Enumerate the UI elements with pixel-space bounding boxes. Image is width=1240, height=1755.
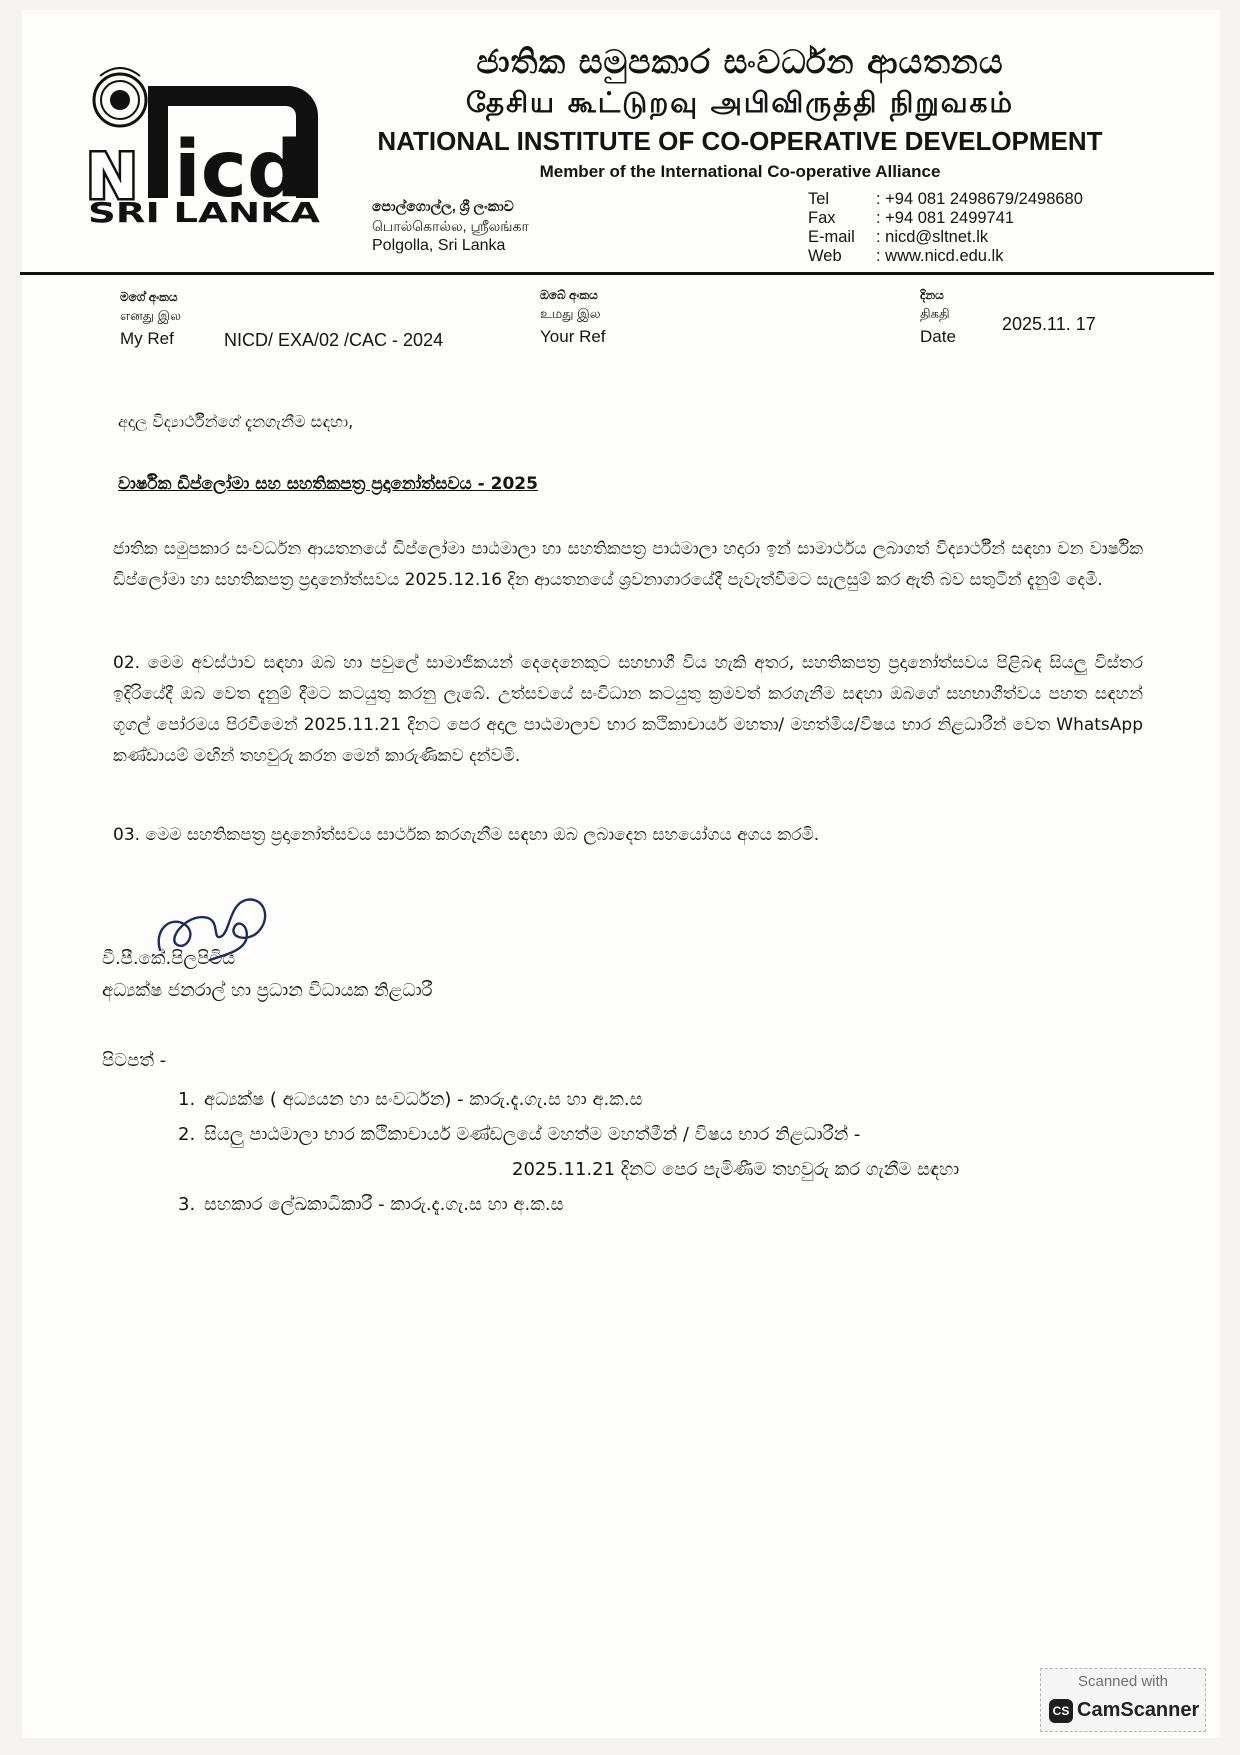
signer-title: අධ්‍යක්ෂ ජනරාල් හා ප්‍රධාන විධායක නිළධාරී	[102, 980, 433, 1001]
institute-name-tamil: தேசிய கூட்டுறவு அபிவிருத்தி நிறுவகம்	[466, 86, 1014, 119]
contact-email	[808, 228, 1083, 247]
list-item-text: සියලු පාඨමාලා භාර කථිකාචාර්ය මණ්ඩලයේ මහත්ම මහත්මීන් / විෂය භාර නිළධාරීන් -	[204, 1124, 861, 1145]
contact-label: Tel	[808, 190, 830, 208]
list-item	[178, 1082, 1098, 1117]
letter-subject: වාර්ෂික ඩිප්ලෝමා සහ සහතිකපත්‍ර ප්‍රදානෝත්සවය - 2025	[118, 474, 538, 494]
date-label-ta: திகதி	[920, 306, 950, 321]
logo-country-text: SRI LANKA	[88, 196, 321, 224]
paragraph-2: 02. මෙම අවස්ථාව සඳහා ඔබ හා පවුලේ සාමාජිකයන් දෙදෙනෙකුට සහභාගී විය හැකි අතර, සහතිකපත්‍ර ප්‍රදානෝත්සවය පිළිබඳ සියලු විස්තර ඉදිරියේදී ඔබ වෙත දැනුම් දීමට කටයුතු කරනු ලැබේ. උත්සවයේ සංවිධාන කටයුතු ක්‍රමවත් කරගැනීම සඳහා ඔබගේ සහභාගීත්වය පහත සඳහන් ගූගල් පෝරමය පිරවීමෙන් 2025.11.21 දිනට පෙර අදාල පාඨමාලාව භාර කථිකාචාර්ය මහතා/ මහත්මිය/විෂය භාර නිළධාරීන් වෙත WhatsApp කණ්ඩායම් මඟින් තහවුරු කරන මෙන් කාරුණිකව දන්වමි.	[113, 653, 1143, 766]
signer-name: වී.පී.කේ.පිලපිටිය	[102, 948, 236, 969]
watermark-top-text: Scanned with	[1077, 1673, 1169, 1690]
institute-name-english: NATIONAL INSTITUTE OF CO-OPERATIVE DEVELOPMENT	[377, 126, 1103, 156]
address-tamil: பொல்கொல்ல, ஸ்ரீலங்கா	[372, 218, 529, 234]
watermark-brand: CamScanner	[1077, 1699, 1200, 1721]
institute-name-sinhala: ජාතික සමුපකාර සංවර්ධන ආයතනය	[476, 42, 1004, 81]
list-item-number: 2.	[178, 1124, 196, 1145]
contact-value: : nicd@sltnet.lk	[876, 228, 989, 246]
salutation: අදාල විද්‍යාර්ථීන්ගේ දැනගැනීම සඳහා,	[118, 412, 354, 431]
my-ref-label-ta: எனது இல	[120, 308, 182, 323]
list-item-continuation: 2025.11.21 දිනට පෙර පැමිණීම තහවුරු කර ගැනීම සඳහා	[512, 1159, 960, 1180]
address-sinhala: පොල්ගොල්ල, ශ්‍රී ලංකාව	[372, 198, 514, 214]
my-ref-labels	[120, 290, 181, 349]
my-ref-value: NICD/ EXA/02 /CAC - 2024	[224, 330, 444, 350]
list-item-text: අධ්‍යක්ෂ ( අධ්‍යයන හා සංවර්ධන) - කාරු.දැ.ගැ.ස හා අ.ක.ස	[204, 1089, 643, 1110]
contact-block	[808, 190, 1083, 266]
your-ref-label-ta: உமது இல	[540, 306, 601, 321]
my-ref-label-en: My Ref	[120, 329, 174, 348]
list-item	[178, 1187, 1098, 1222]
contact-label: Web	[808, 247, 842, 265]
camscanner-icon: CS	[1049, 1699, 1073, 1723]
list-item-number: 1.	[178, 1089, 196, 1110]
your-ref-labels	[540, 288, 606, 347]
copies-heading: පිටපත් -	[102, 1050, 167, 1071]
list-item	[178, 1117, 1098, 1152]
contact-value: : www.nicd.edu.lk	[876, 247, 1004, 265]
sri-lanka-emblem-icon	[94, 68, 146, 126]
my-ref-label-si: මගේ අංකය	[120, 290, 178, 304]
list-item-text: සහකාර ලේඛකාධිකාරී - කාරු.දැ.ගැ.ස හා අ.ක.ස	[204, 1194, 564, 1215]
contact-value: : +94 081 2499741	[876, 209, 1015, 227]
paragraph-3: 03. මෙම සහතිකපත්‍ර ප්‍රදානෝත්සවය සාර්ථක කරගැනීම සඳහා ඔබ ලබාදෙන සහයෝගය අගය කරමි.	[113, 825, 820, 845]
your-ref-label-en: Your Ref	[540, 327, 606, 346]
date-label-en: Date	[920, 327, 956, 346]
contact-label: Fax	[808, 209, 836, 227]
contact-value: : +94 081 2498679/2498680	[876, 190, 1083, 208]
date-label-si: දිනය	[920, 288, 944, 302]
paragraph-1: ජාතික සමුපකාර සංවර්ධන ආයතනයේ ඩිප්ලෝමා පාඨමාලා හා සහතිකපත්‍ර පාඨමාලා හදාරා ඉන් සාමාර්ථය ලබාගත් විද්‍යාර්ථීන් සඳහා වන වාර්ෂික ඩිප්ලෝමා හා සහතිකපත්‍ර ප්‍රදානෝත්සවය 2025.12.16 දින ආයතනයේ ශ්‍රවනාගාරයේදී පැවැත්වීමට සැලසුම් කර ඇති බව සතුටින් දැනුම් දෙමි.	[113, 539, 1143, 590]
nicd-logo	[86, 64, 326, 224]
camscanner-watermark	[1040, 1668, 1206, 1732]
date-labels	[920, 288, 956, 347]
contact-tel	[808, 190, 1083, 209]
nicd-icd-letters: icd	[174, 125, 303, 215]
member-line: Member of the International Co-operative Alliance	[539, 162, 941, 181]
address-block	[372, 196, 529, 256]
contact-label: E-mail	[808, 228, 855, 246]
copies-list	[178, 1082, 1098, 1222]
header-divider	[20, 272, 1214, 275]
contact-web	[808, 247, 1083, 266]
nicd-n-letter: N	[86, 140, 138, 213]
letter-page	[22, 10, 1220, 1738]
date-value: 2025.11. 17	[1002, 314, 1096, 334]
list-item-number: 3.	[178, 1194, 196, 1215]
address-english: Polgolla, Sri Lanka	[372, 237, 506, 254]
your-ref-label-si: ඔබේ අංකය	[540, 288, 598, 302]
contact-fax	[808, 209, 1083, 228]
